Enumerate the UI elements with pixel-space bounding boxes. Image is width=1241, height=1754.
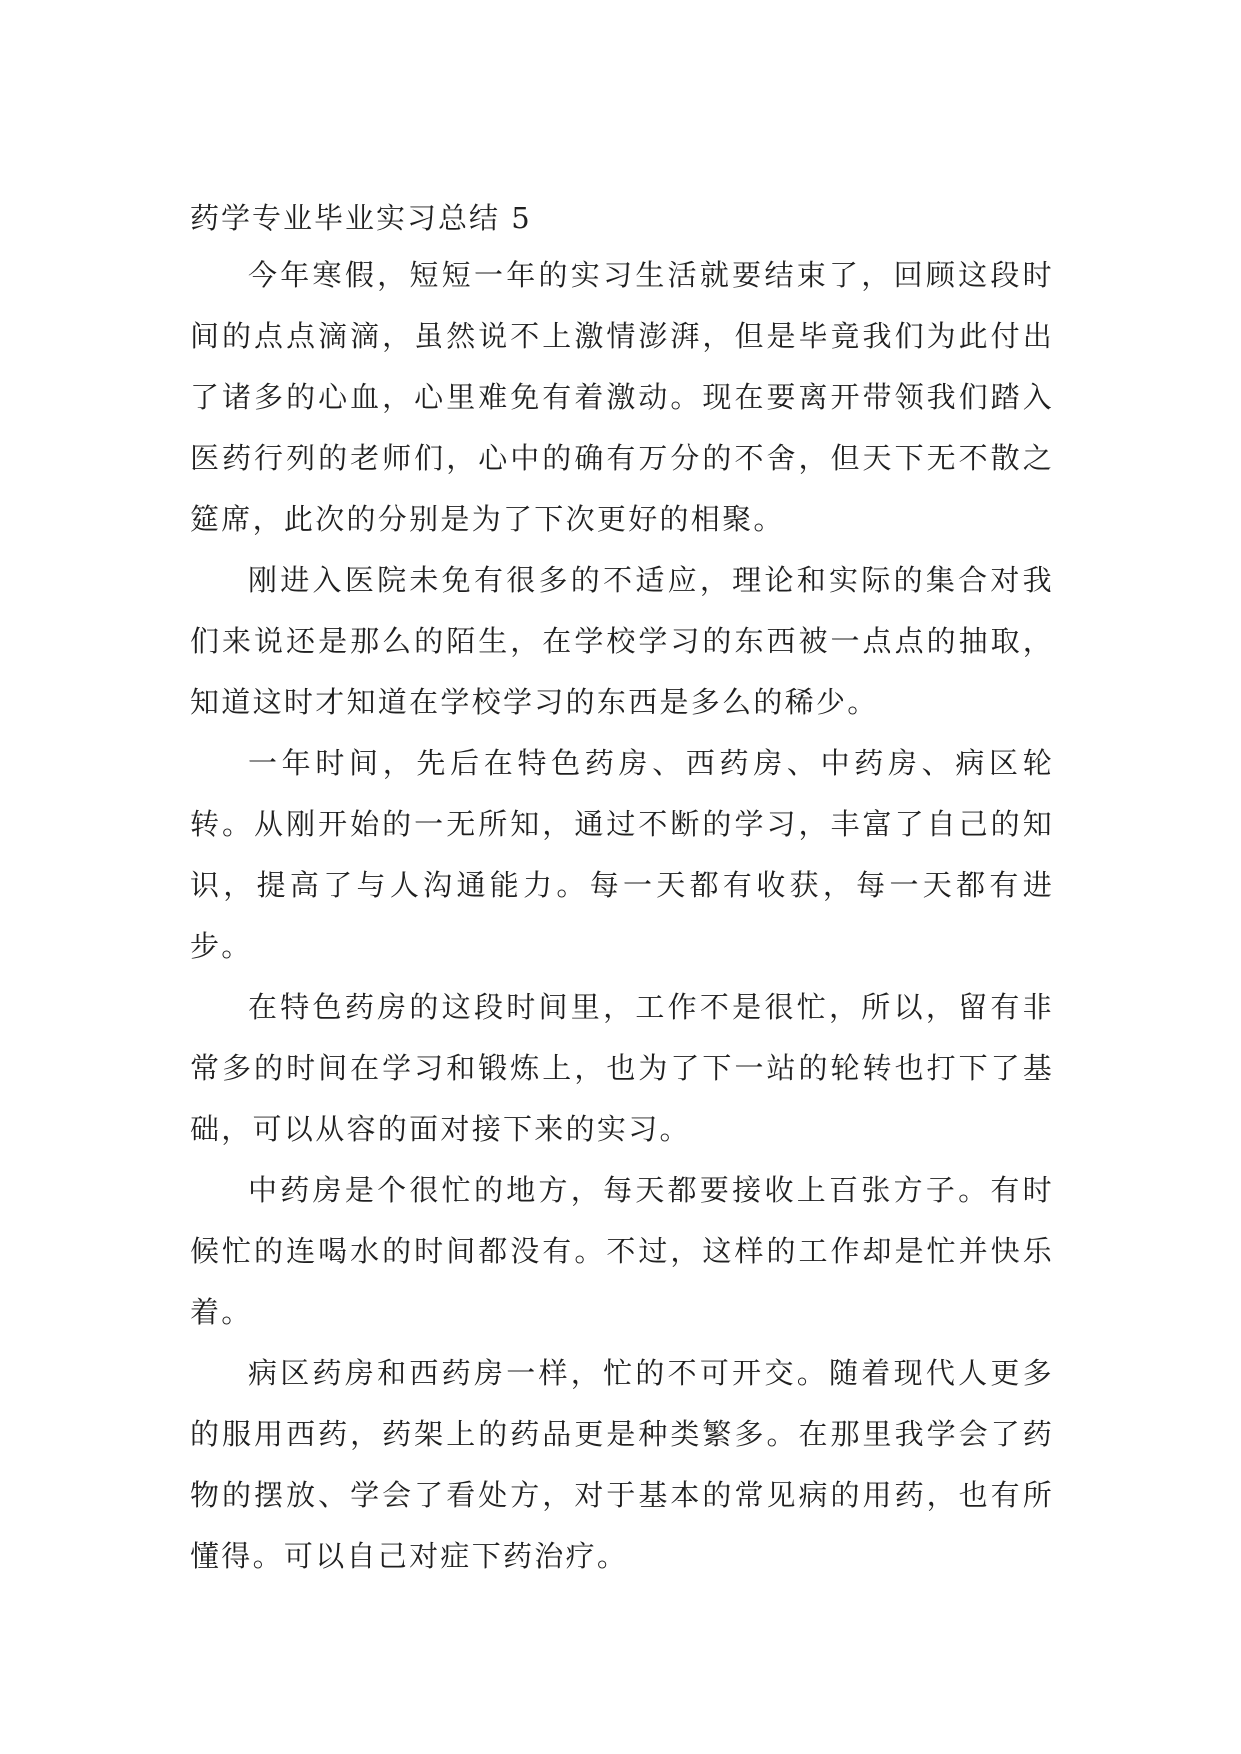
document-body [190, 197, 1054, 1587]
paragraph-tcm-pharmacy: 中药房是个很忙的地方，每天都要接收上百张方子。有时候忙的连喝水的时间都没有。不过，这样的工作却是忙并快乐着。 [190, 1173, 1054, 1329]
paragraph-rotation: 一年时间，先后在特色药房、西药房、中药房、病区轮转。从刚开始的一无所知，通过不断的学习，丰富了自己的知识，提高了与人沟通能力。每一天都有收获，每一天都有进步。 [190, 746, 1054, 963]
paragraph-ward-pharmacy: 病区药房和西药房一样，忙的不可开交。随着现代人更多的服用西药，药架上的药品更是种类繁多。在那里我学会了药物的摆放、学会了看处方，对于基本的常见病的用药，也有所懂得。可以自己对症下药治疗。 [190, 1356, 1054, 1573]
paragraph-intro: 今年寒假，短短一年的实习生活就要结束了，回顾这段时间的点点滴滴，虽然说不上激情澎湃，但是毕竟我们为此付出了诸多的心血，心里难免有着激动。现在要离开带领我们踏入医药行列的老师们，心中的确有万分的不舍，但天下无不散之筵席，此次的分别是为了下次更好的相聚。 [190, 258, 1054, 536]
paragraph-hospital-start: 刚进入医院未免有很多的不适应，理论和实际的集合对我们来说还是那么的陌生，在学校学习的东西被一点点的抽取，知道这时才知道在学校学习的东西是多么的稀少。 [190, 563, 1054, 719]
paragraph-specialty-pharmacy: 在特色药房的这段时间里，工作不是很忙，所以，留有非常多的时间在学习和锻炼上，也为了下一站的轮转也打下了基础，可以从容的面对接下来的实习。 [190, 990, 1054, 1146]
document-title: 药学专业毕业实习总结 5 [190, 201, 532, 235]
